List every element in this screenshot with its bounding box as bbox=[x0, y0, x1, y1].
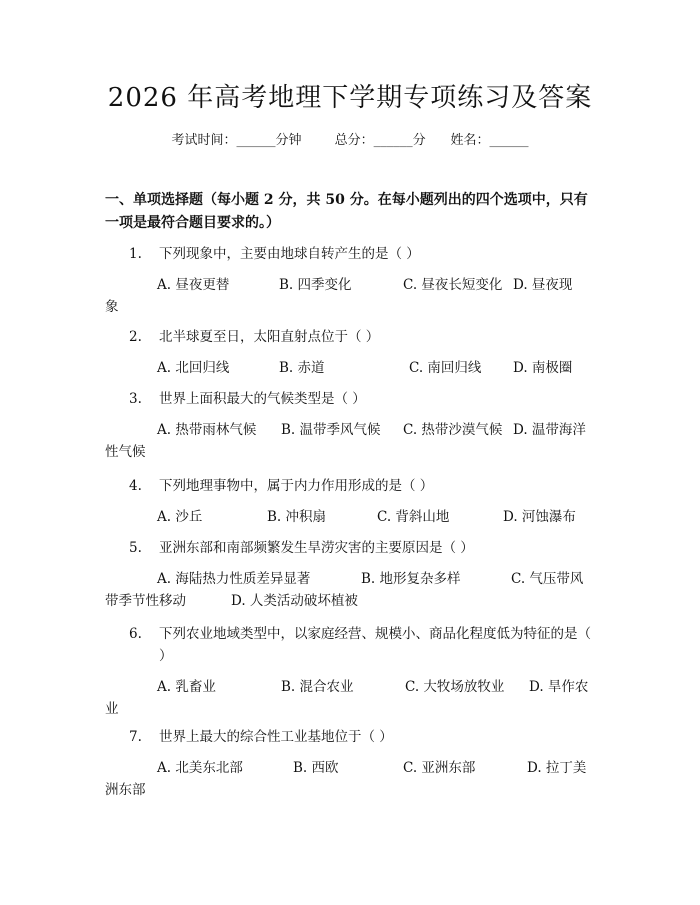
option-c: C. 大牧场放牧业 bbox=[405, 679, 505, 695]
option-d: D. 拉丁美 bbox=[527, 760, 587, 776]
option-c: C. 南回归线 bbox=[409, 360, 482, 376]
option-d: D. 人类活动破坏植被 bbox=[231, 593, 358, 609]
option-c: C. 背斜山地 bbox=[377, 509, 450, 525]
exam-meta bbox=[0, 130, 700, 152]
option-a: A. 海陆热力性质差异显著 bbox=[157, 571, 311, 587]
question-number: 4. bbox=[129, 478, 142, 494]
question-stem: 世界上最大的综合性工业基地位于（ ） bbox=[159, 729, 393, 745]
question-5 bbox=[105, 537, 600, 612]
option-c: C. 热带沙漠气候 bbox=[403, 422, 503, 438]
question-number: 3. bbox=[129, 391, 142, 407]
section-heading: 一、单项选择题（每小题 2 分，共 50 分。在每小题列出的四个选项中，只有一项是最符合题目要求的。） bbox=[105, 192, 588, 231]
option-b: B. 温带季风气候 bbox=[281, 422, 381, 438]
question-7 bbox=[105, 726, 600, 801]
question-stem: 下列农业地域类型中，以家庭经营、规模小、商品化程度低为特征的是（ ） bbox=[159, 626, 591, 664]
option-wrap: 性气候 bbox=[105, 444, 146, 460]
option-a: A. 北美东北部 bbox=[157, 760, 243, 776]
option-b: B. 赤道 bbox=[279, 360, 325, 376]
student-name-field: 姓名：______ bbox=[450, 133, 529, 148]
question-4 bbox=[105, 475, 600, 528]
question-stem: 北半球夏至日，太阳直射点位于（ ） bbox=[159, 329, 380, 345]
option-b: B. 冲积扇 bbox=[267, 509, 327, 525]
option-b: B. 西欧 bbox=[293, 760, 339, 776]
option-a: A. 北回归线 bbox=[157, 360, 230, 376]
question-stem: 下列现象中，主要由地球自转产生的是（ ） bbox=[159, 246, 420, 262]
option-wrap: 业 bbox=[105, 701, 119, 717]
question-number: 6. bbox=[129, 626, 142, 642]
question-stem: 下列地理事物中，属于内力作用形成的是（ ） bbox=[159, 478, 434, 494]
option-d: D. 旱作农 bbox=[529, 679, 589, 695]
option-c: C. 昼夜长短变化 bbox=[403, 277, 503, 293]
exam-time-field: 考试时间：______分钟 bbox=[171, 133, 302, 148]
option-a: A. 昼夜更替 bbox=[157, 277, 230, 293]
option-wrap: 象 bbox=[105, 299, 119, 315]
option-wrap: 带季节性移动 bbox=[105, 593, 186, 609]
option-d: D. 南极圈 bbox=[513, 360, 573, 376]
question-2 bbox=[105, 326, 600, 379]
option-a: A. 沙丘 bbox=[157, 509, 203, 525]
option-a: A. 热带雨林气候 bbox=[157, 422, 257, 438]
question-number: 5. bbox=[129, 540, 142, 556]
option-b: B. 四季变化 bbox=[279, 277, 352, 293]
option-a: A. 乳畜业 bbox=[157, 679, 216, 695]
question-stem: 世界上面积最大的气候类型是（ ） bbox=[159, 391, 366, 407]
option-c: C. 气压带风 bbox=[511, 571, 584, 587]
question-number: 1. bbox=[129, 246, 142, 262]
option-d: D. 温带海洋 bbox=[513, 422, 586, 438]
option-b: B. 混合农业 bbox=[281, 679, 354, 695]
question-number: 7. bbox=[129, 729, 142, 745]
question-1 bbox=[105, 243, 600, 318]
question-3 bbox=[105, 388, 600, 463]
question-number: 2. bbox=[129, 329, 142, 345]
question-stem: 亚洲东部和南部频繁发生旱涝灾害的主要原因是（ ） bbox=[159, 540, 474, 556]
option-wrap: 洲东部 bbox=[105, 782, 146, 798]
total-score-field: 总分：______分 bbox=[334, 133, 426, 148]
question-6 bbox=[105, 623, 600, 720]
option-d: D. 昼夜现 bbox=[513, 277, 573, 293]
option-b: B. 地形复杂多样 bbox=[361, 571, 461, 587]
option-c: C. 亚洲东部 bbox=[403, 760, 476, 776]
page-title: 2026 年高考地理下学期专项练习及答案 bbox=[107, 83, 593, 113]
option-d: D. 河蚀瀑布 bbox=[503, 509, 576, 525]
